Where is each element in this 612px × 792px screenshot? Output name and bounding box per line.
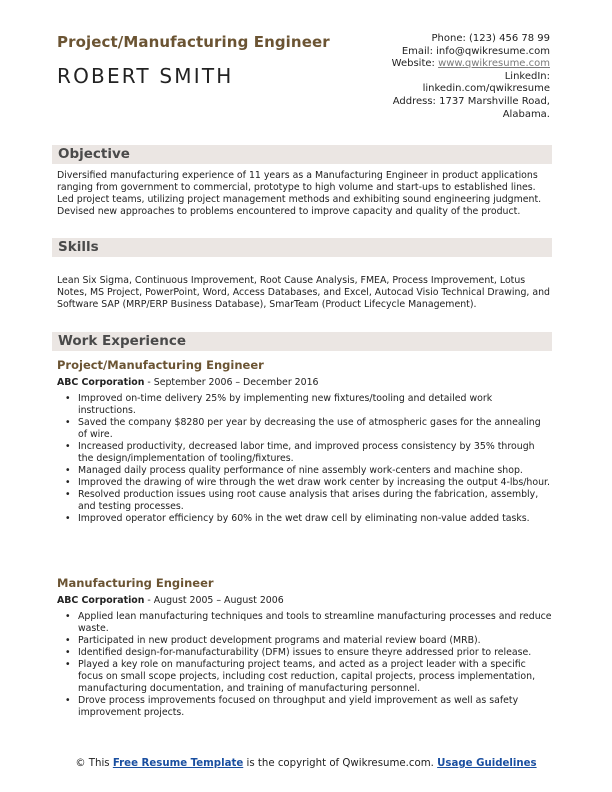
list-item: • Managed daily process quality performance of nine assembly work-centers and machine shop. <box>57 465 552 477</box>
skills-heading: Skills <box>58 239 99 255</box>
objective-heading: Objective <box>58 146 130 162</box>
footer-copyright <box>0 757 612 770</box>
usage-guidelines-link[interactable]: Usage Guidelines <box>437 758 537 769</box>
free-resume-template-link[interactable]: Free Resume Template <box>112 758 244 769</box>
list-item: • Drove process improvements focused on throughput and yield improvement as well as safety improvement projects. <box>57 695 552 719</box>
header-job-title: Project/Manufacturing Engineer <box>57 33 330 51</box>
job-dates-1: - September 2006 – December 2016 <box>144 377 319 388</box>
list-item: • Improved operator efficiency by 60% in the wet draw cell by eliminating non-value added tasks. <box>57 513 552 525</box>
experience-heading: Work Experience <box>58 333 186 349</box>
list-item: • Applied lean manufacturing techniques and tools to streamline manufacturing processes and reduce waste. <box>57 611 552 635</box>
contact-phone: Phone: (123) 456 78 99 <box>431 33 550 44</box>
company-name-2: ABC Corporation <box>57 595 145 606</box>
job-dates-2: - August 2005 – August 2006 <box>144 595 284 606</box>
list-item: • Played a key role on manufacturing project teams, and acted as a project leader with a specific focus on small scope projects, including cost reduction, capital projects, process implementation, manufacturing documentation, and training of manufacturing personnel. <box>57 659 552 695</box>
job-title-2: Manufacturing Engineer <box>57 576 214 590</box>
job-title-1: Project/Manufacturing Engineer <box>57 358 264 372</box>
list-item: • Identified design-for-manufacturability (DFM) issues to ensure theyre addressed prior to release. <box>57 647 552 659</box>
job-company-1 <box>57 377 319 388</box>
contact-address-line1: Address: 1737 Marshville Road, <box>392 95 550 107</box>
skills-text: Lean Six Sigma, Continuous Improvement, Root Cause Analysis, FMEA, Process Improvement, Lotus Notes, MS Project, PowerPoint, Word, Access Databases, and Excel, Autocad Visio Technical Drawing, and Software SAP (MRP/ERP Business Database), SmarTeam (Product Lifecycle Management). <box>57 275 551 310</box>
list-item: • Improved the drawing of wire through the wet draw work center by increasing the output 4-lbs/hour. <box>57 477 552 489</box>
list-item: • Increased productivity, decreased labor time, and improved process consistency by 35% through the design/implementation of tooling/fixtures. <box>57 441 552 465</box>
list-item: • Saved the company $8280 per year by decreasing the use of atmospheric gases for the annealing of wire. <box>57 417 552 441</box>
list-item: • Improved on-time delivery 25% by implementing new fixtures/tooling and detailed work instructions. <box>57 393 552 417</box>
contact-linkedin-value: linkedin.com/qwikresume <box>422 83 550 95</box>
job-bullets-1 <box>57 393 552 525</box>
experience-section-bar <box>52 332 552 351</box>
footer-prefix: © This <box>75 758 113 769</box>
contact-linkedin-label: LinkedIn: <box>504 70 550 82</box>
job-company-2 <box>57 595 284 606</box>
candidate-name: ROBERT SMITH <box>57 64 234 88</box>
company-name-1: ABC Corporation <box>57 377 145 388</box>
footer-middle: is the copyright of Qwikresume.com. <box>243 758 438 769</box>
contact-block <box>290 33 550 121</box>
list-item: • Participated in new product development programs and material review board (MRB). <box>57 635 552 647</box>
objective-section-bar <box>52 145 552 164</box>
job-bullets-2 <box>57 611 552 719</box>
skills-section-bar <box>52 238 552 257</box>
contact-email: Email: info@qwikresume.com <box>401 45 550 57</box>
contact-website <box>290 58 550 71</box>
website-link[interactable]: www.qwikresume.com <box>438 58 550 70</box>
list-item: • Resolved production issues using root cause analysis that arises during the fabrication, assembly, and testing processes. <box>57 489 552 513</box>
contact-address-line2: Alabama. <box>502 108 550 120</box>
website-label: Website: <box>391 58 439 70</box>
objective-text: Diversified manufacturing experience of 11 years as a Manufacturing Engineer in product applications ranging from government to commercial, prototype to high volume and start-ups to established lines. Led project teams, utilizing project management methods and exhibiting sound engineering judgment. Devised new approaches to problems encountered to improve capacity and quality of the product. <box>57 170 542 217</box>
